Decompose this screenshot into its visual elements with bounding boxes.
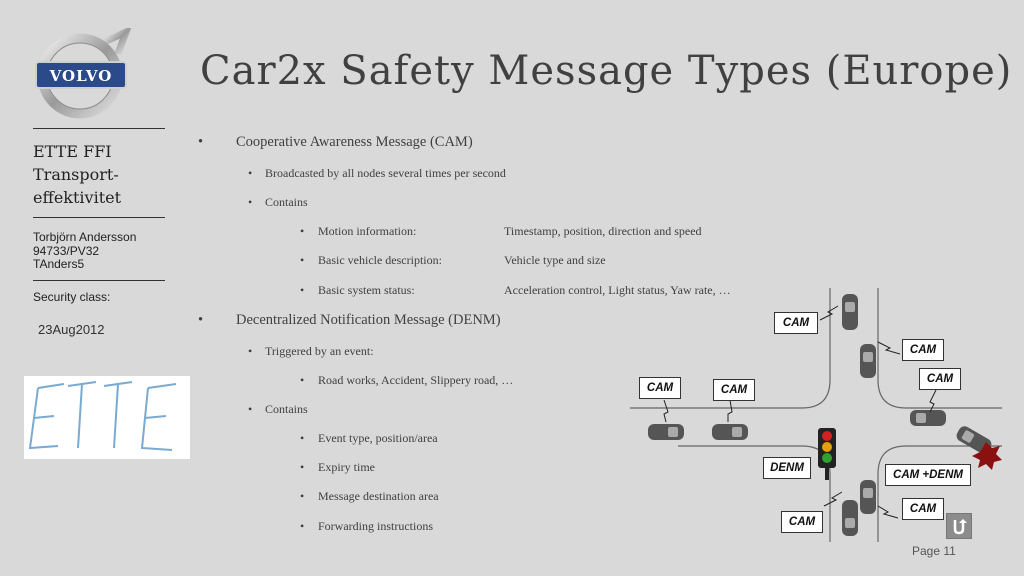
bullet-dot: •	[248, 402, 253, 416]
divider	[33, 217, 165, 218]
car-icon	[648, 424, 684, 440]
car-icon	[712, 424, 748, 440]
denm-heading: Decentralized Notification Message (DENM)	[236, 312, 501, 328]
volvo-logo	[30, 28, 134, 120]
bullet-dot: •	[300, 519, 305, 533]
ette-logo	[24, 376, 190, 459]
cam-heading: Cooperative Awareness Message (CAM)	[236, 134, 473, 150]
bullet-dot: •	[248, 344, 253, 358]
cam-item-label: Motion information:	[318, 224, 417, 238]
bullet-dot: •	[300, 431, 305, 445]
denm-item: Message destination area	[318, 489, 439, 503]
author-id: 94733/PV32	[33, 243, 100, 258]
bullet-dot: •	[198, 312, 204, 328]
denm-events: Road works, Accident, Slippery road, …	[318, 373, 514, 387]
return-icon	[947, 514, 971, 538]
author-user: TAnders5	[33, 257, 85, 271]
cam-label: CAM	[781, 511, 823, 533]
bullet-dot: •	[248, 195, 253, 209]
denm-item: Expiry time	[318, 460, 375, 474]
cam-label: CAM	[774, 312, 818, 334]
cam-label: CAM	[639, 377, 681, 399]
cam-item-label: Basic vehicle description:	[318, 253, 442, 267]
denm-label: DENM	[763, 457, 811, 479]
project-line: Transport-	[33, 165, 119, 184]
cam-label: CAM	[713, 379, 755, 401]
project-line: ETTE FFI	[33, 142, 112, 161]
car-icon	[910, 410, 946, 426]
cam-label: CAM	[902, 339, 944, 361]
cam-contains: Contains	[265, 195, 308, 209]
bullet-dot: •	[300, 489, 305, 503]
bullet-dot: •	[300, 224, 305, 238]
car-icon	[842, 500, 858, 536]
author-name: Torbjörn Andersson	[33, 230, 137, 244]
bullet-dot: •	[300, 253, 305, 267]
author-info	[33, 231, 136, 272]
denm-item: Event type, position/area	[318, 431, 438, 445]
project-name	[33, 140, 121, 209]
denm-item: Forwarding instructions	[318, 519, 433, 533]
bullet-dot: •	[198, 134, 204, 150]
cam-item-value: Timestamp, position, direction and speed	[504, 224, 702, 238]
bullet-dot: •	[300, 460, 305, 474]
divider	[33, 280, 165, 281]
page-number: Page 11	[912, 544, 956, 558]
bullet-dot: •	[248, 166, 253, 180]
car-icon	[842, 294, 858, 330]
cam-broadcast: Broadcasted by all nodes several times per second	[265, 166, 506, 180]
cam-label: CAM	[919, 368, 961, 390]
ette-logo-text: ETTE	[24, 376, 27, 377]
traffic-light-icon	[818, 428, 836, 480]
cam-item-value: Acceleration control, Light status, Yaw rate, …	[504, 283, 731, 297]
car-icon	[860, 344, 876, 378]
bullet-dot: •	[300, 373, 305, 387]
cam-item-label: Basic system status:	[318, 283, 415, 297]
date-label: 23Aug2012	[38, 322, 105, 337]
intersection-diagram	[630, 280, 1024, 544]
denm-contains: Contains	[265, 402, 308, 416]
cam-item-value: Vehicle type and size	[504, 253, 606, 267]
volvo-logo-text: VOLVO	[49, 67, 113, 85]
cam-denm-label: CAM +DENM	[885, 464, 971, 486]
project-line: effektivitet	[33, 188, 122, 207]
divider	[33, 128, 165, 129]
bullet-dot: •	[300, 283, 305, 297]
return-button[interactable]	[946, 513, 972, 539]
cam-label: CAM	[902, 498, 944, 520]
page-title: Car2x Safety Message Types (Europe)	[200, 48, 1013, 94]
car-icon	[860, 480, 876, 514]
security-class: Security class:	[33, 290, 111, 304]
denm-trigger: Triggered by an event:	[265, 344, 374, 358]
